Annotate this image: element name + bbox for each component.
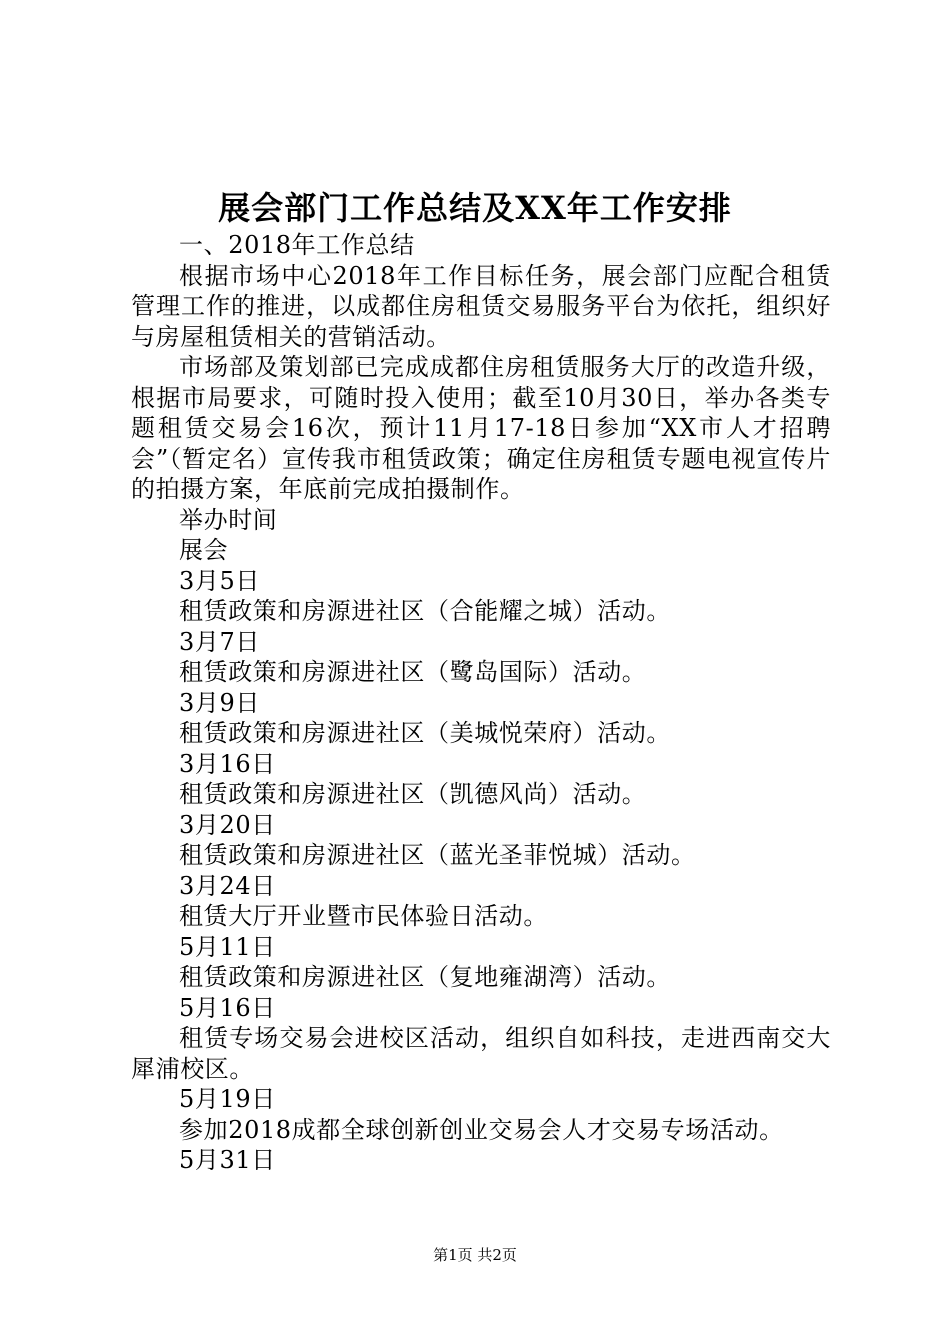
- document-title: 展会部门工作总结及XX年工作安排: [218, 189, 732, 227]
- event-date: 3月9日: [179, 688, 260, 717]
- list-heading: 展会: [179, 536, 229, 564]
- event-description: 租赁专场交易会进校区活动，组织自如科技，走进西南交大犀浦校区。: [131, 1024, 831, 1083]
- list-heading: 举办时间: [179, 505, 278, 534]
- section-heading: 一、2018年工作总结: [179, 231, 415, 259]
- event-date: 3月16日: [179, 749, 276, 778]
- event-description: 参加2018成都全球创新创业交易会人才交易专场活动。: [179, 1115, 784, 1144]
- event-date: 5月16日: [179, 993, 276, 1022]
- event-date: 5月31日: [179, 1146, 276, 1174]
- paragraph: 根据市场中心2018年工作目标任务，展会部门应配合租赁管理工作的推进，以成都住房租赁交易服务平台为依托，组织好与房屋租赁相关的营销活动。: [131, 261, 831, 351]
- document-body: [131, 230, 831, 1176]
- event-description: 租赁政策和房源进社区（蓝光圣菲悦城）活动。: [179, 841, 696, 869]
- event-description: 租赁政策和房源进社区（鹭岛国际）活动。: [179, 658, 647, 686]
- event-description: 租赁政策和房源进社区（合能耀之城）活动。: [179, 597, 671, 625]
- event-date: 3月7日: [179, 627, 260, 656]
- paragraph: 市场部及策划部已完成成都住房租赁服务大厅的改造升级，根据市局要求，可随时投入使用；截至10月30日，举办各类专题租赁交易会16次，预计11月17-18日参加“XX市人才招聘会”（暂定名）宣传我市租赁政策；确定住房租赁专题电视宣传片的拍摄方案，年底前完成拍摄制作。: [131, 353, 831, 503]
- event-date: 3月24日: [179, 871, 276, 900]
- event-description: 租赁政策和房源进社区（美城悦荣府）活动。: [179, 719, 671, 747]
- event-date: 3月20日: [179, 810, 276, 839]
- event-description: 租赁政策和房源进社区（凯德风尚）活动。: [179, 780, 647, 808]
- event-date: 3月5日: [179, 566, 260, 595]
- event-date: 5月19日: [179, 1085, 276, 1113]
- event-description: 租赁大厅开业暨市民体验日活动。: [179, 902, 548, 930]
- event-date: 5月11日: [179, 932, 276, 961]
- page-number: 第1页 共2页: [433, 1246, 517, 1264]
- event-description: 租赁政策和房源进社区（复地雍湖湾）活动。: [179, 963, 671, 991]
